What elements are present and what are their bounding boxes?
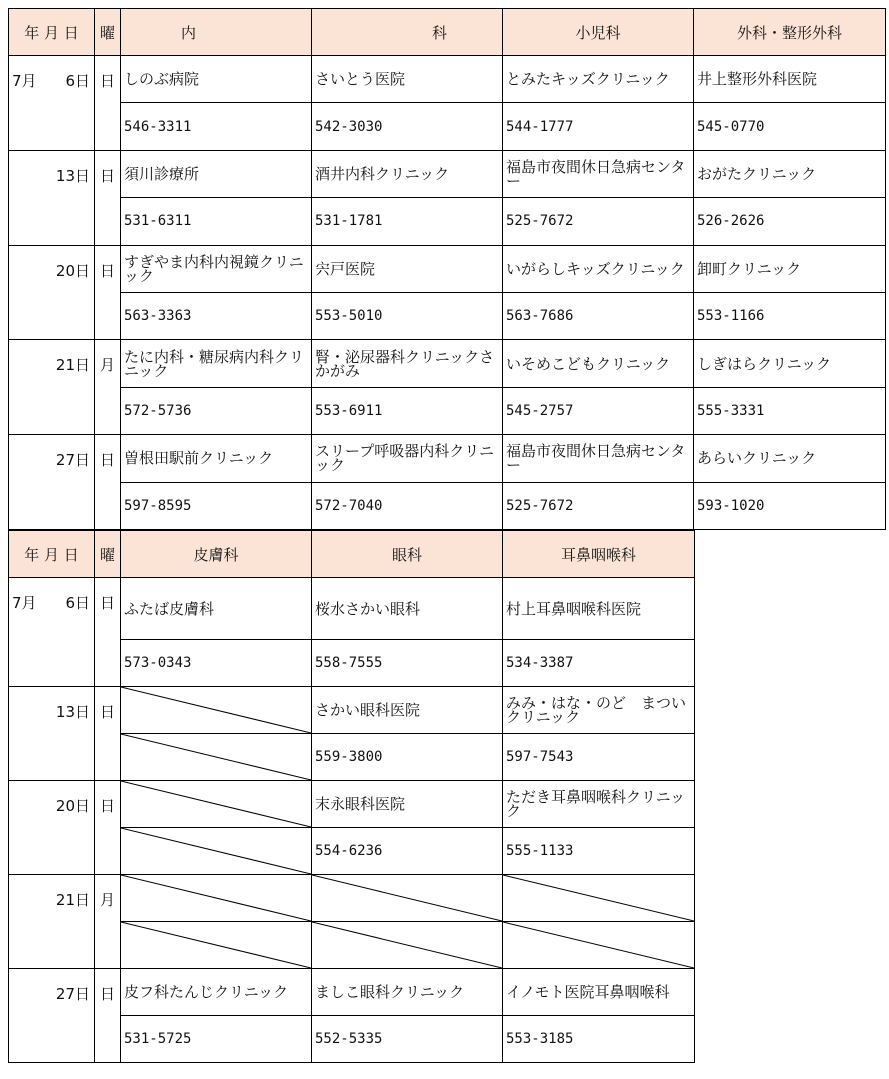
day-of-week-cell: 日 [95, 969, 121, 1063]
shonika-clinic-name: 福島市夜間休日急病センター [503, 435, 694, 482]
day-label: 20日 [55, 261, 90, 280]
holiday-duty-table-internal [8, 8, 886, 530]
holiday-duty-table-specialist [8, 530, 695, 1063]
date-header: 年 月 日 [9, 531, 95, 578]
ganka-phone: 559-3800 [312, 734, 503, 781]
jibika-clinic-name: みみ・はな・のど まついクリニック [503, 687, 695, 734]
day-label: 27日 [55, 451, 90, 470]
hifuka-empty-cell [121, 875, 312, 922]
hifuka-empty-cell [121, 828, 312, 875]
geka-clinic-name: しぎはらクリニック [694, 340, 886, 387]
date-cell [9, 875, 95, 969]
hifuka-empty-cell [121, 922, 312, 969]
naika1-phone: 597-8595 [121, 482, 312, 529]
naika1-clinic-name: たに内科・糖尿病内科クリニック [121, 340, 312, 387]
diagonal-slash-line [121, 875, 311, 921]
day-of-week-cell: 日 [95, 435, 121, 530]
hifuka-header: 皮膚科 [121, 531, 312, 578]
day-label: 21日 [55, 356, 90, 375]
ganka-header: 眼科 [312, 531, 503, 578]
diagonal-slash-line [312, 922, 502, 968]
jibika-phone: 534-3387 [503, 640, 695, 687]
phone-row [9, 103, 886, 150]
ganka-clinic-name: さかい眼科医院 [312, 687, 503, 734]
hifuka-empty-cell [121, 687, 312, 734]
jibika-phone: 597-7543 [503, 734, 695, 781]
day-label: 6日 [65, 594, 90, 612]
shonika-clinic-name: 福島市夜間休日急病センター [503, 150, 694, 197]
naika-header-right: 科 [312, 9, 503, 56]
hifuka-clinic-name: 皮フ科たんじクリニック [121, 969, 312, 1016]
diagonal-slash-line [121, 734, 311, 780]
naika2-phone: 553-5010 [312, 292, 503, 339]
date-cell [9, 150, 95, 245]
naika2-clinic-name: スリープ呼吸器内科クリニック [312, 435, 503, 482]
naika1-phone: 563-3363 [121, 292, 312, 339]
geka-phone: 526-2626 [694, 198, 886, 245]
naika1-clinic-name: すぎやま内科内視鏡クリニック [121, 245, 312, 292]
clinic-name-row [9, 875, 695, 922]
day-of-week-cell: 月 [95, 875, 121, 969]
date-cell [9, 340, 95, 435]
naika1-clinic-name: 曽根田駅前クリニック [121, 435, 312, 482]
day-of-week-cell: 日 [95, 56, 121, 151]
naika1-phone: 572-5736 [121, 387, 312, 434]
ganka-empty-cell [312, 922, 503, 969]
ganka-clinic-name: ましこ眼科クリニック [312, 969, 503, 1016]
date-cell [9, 969, 95, 1063]
naika1-phone: 531-6311 [121, 198, 312, 245]
day-of-week-cell: 日 [95, 781, 121, 875]
shonika-phone: 544-1777 [503, 103, 694, 150]
clinic-name-row [9, 150, 886, 197]
clinic-name-row [9, 969, 695, 1016]
diagonal-slash-line [503, 875, 694, 921]
date-cell [9, 56, 95, 151]
shonika-clinic-name: いがらしキッズクリニック [503, 245, 694, 292]
diagonal-slash-line [121, 828, 311, 874]
dow-header: 曜 [95, 531, 121, 578]
shonika-clinic-name: とみたキッズクリニック [503, 56, 694, 103]
diagonal-slash-line [121, 781, 311, 827]
naika2-clinic-name: 酒井内科クリニック [312, 150, 503, 197]
shonika-phone: 525-7672 [503, 482, 694, 529]
ganka-phone: 554-6236 [312, 828, 503, 875]
day-of-week-cell: 日 [95, 150, 121, 245]
geka-phone: 545-0770 [694, 103, 886, 150]
day-of-week-cell: 日 [95, 578, 121, 687]
day-of-week-cell: 日 [95, 687, 121, 781]
clinic-name-row [9, 687, 695, 734]
date-cell [9, 687, 95, 781]
jibika-phone: 553-3185 [503, 1016, 695, 1063]
jibika-empty-cell [503, 875, 695, 922]
clinic-name-row [9, 56, 886, 103]
naika2-clinic-name: さいとう医院 [312, 56, 503, 103]
table1-header-row [9, 9, 886, 56]
ganka-phone: 558-7555 [312, 640, 503, 687]
phone-row [9, 387, 886, 434]
ganka-clinic-name: 桜水さかい眼科 [312, 578, 503, 640]
day-of-week-cell: 日 [95, 245, 121, 340]
day-label: 13日 [55, 166, 90, 185]
naika1-phone: 546-3311 [121, 103, 312, 150]
hifuka-empty-cell [121, 734, 312, 781]
day-label: 20日 [55, 797, 90, 815]
jibika-clinic-name: ただき耳鼻咽喉科クリニック [503, 781, 695, 828]
diagonal-slash-line [121, 922, 311, 968]
date-header: 年 月 日 [9, 9, 95, 56]
date-cell [9, 578, 95, 687]
hifuka-phone: 573-0343 [121, 640, 312, 687]
clinic-name-row [9, 340, 886, 387]
hifuka-empty-cell [121, 781, 312, 828]
phone-row [9, 482, 886, 529]
phone-row [9, 198, 886, 245]
diagonal-slash-line [312, 875, 502, 921]
hifuka-phone: 531-5725 [121, 1016, 312, 1063]
day-label: 21日 [55, 891, 90, 909]
shonika-header: 小児科 [503, 9, 694, 56]
jibika-phone: 555-1133 [503, 828, 695, 875]
phone-row [9, 292, 886, 339]
dow-header: 曜 [95, 9, 121, 56]
day-of-week-cell: 月 [95, 340, 121, 435]
day-label: 13日 [55, 703, 90, 721]
clinic-name-row [9, 781, 695, 828]
month-label: 7月 [12, 72, 37, 90]
hifuka-clinic-name: ふたば皮膚科 [121, 578, 312, 640]
geka-clinic-name: 井上整形外科医院 [694, 56, 886, 103]
jibika-clinic-name: 村上耳鼻咽喉科医院 [503, 578, 695, 640]
month-label: 7月 [12, 594, 37, 612]
naika2-phone: 553-6911 [312, 387, 503, 434]
date-cell [9, 435, 95, 530]
naika2-phone: 572-7040 [312, 482, 503, 529]
shonika-phone: 545-2757 [503, 387, 694, 434]
date-cell [9, 781, 95, 875]
shonika-clinic-name: いそめこどもクリニック [503, 340, 694, 387]
naika1-clinic-name: しのぶ病院 [121, 56, 312, 103]
jibika-clinic-name: イノモト医院耳鼻咽喉科 [503, 969, 695, 1016]
jibika-header: 耳鼻咽喉科 [503, 531, 695, 578]
shonika-phone: 525-7672 [503, 198, 694, 245]
clinic-name-row [9, 245, 886, 292]
geka-clinic-name: あらいクリニック [694, 435, 886, 482]
diagonal-slash-line [503, 922, 694, 968]
naika1-clinic-name: 須川診療所 [121, 150, 312, 197]
naika2-clinic-name: 宍戸医院 [312, 245, 503, 292]
naika2-clinic-name: 腎・泌尿器科クリニックさかがみ [312, 340, 503, 387]
clinic-name-row [9, 578, 695, 640]
geka-phone: 555-3331 [694, 387, 886, 434]
ganka-clinic-name: 末永眼科医院 [312, 781, 503, 828]
day-label: 27日 [55, 985, 90, 1003]
naika-header-left: 内 [121, 9, 312, 56]
day-label: 6日 [65, 72, 90, 90]
diagonal-slash-line [121, 687, 311, 733]
ganka-empty-cell [312, 875, 503, 922]
geka-clinic-name: おがたクリニック [694, 150, 886, 197]
geka-clinic-name: 卸町クリニック [694, 245, 886, 292]
naika2-phone: 542-3030 [312, 103, 503, 150]
geka-phone: 553-1166 [694, 292, 886, 339]
ganka-phone: 552-5335 [312, 1016, 503, 1063]
geka-header: 外科・整形外科 [694, 9, 886, 56]
date-cell [9, 245, 95, 340]
jibika-empty-cell [503, 922, 695, 969]
geka-phone: 593-1020 [694, 482, 886, 529]
naika2-phone: 531-1781 [312, 198, 503, 245]
clinic-name-row [9, 435, 886, 482]
shonika-phone: 563-7686 [503, 292, 694, 339]
table2-header-row [9, 531, 695, 578]
